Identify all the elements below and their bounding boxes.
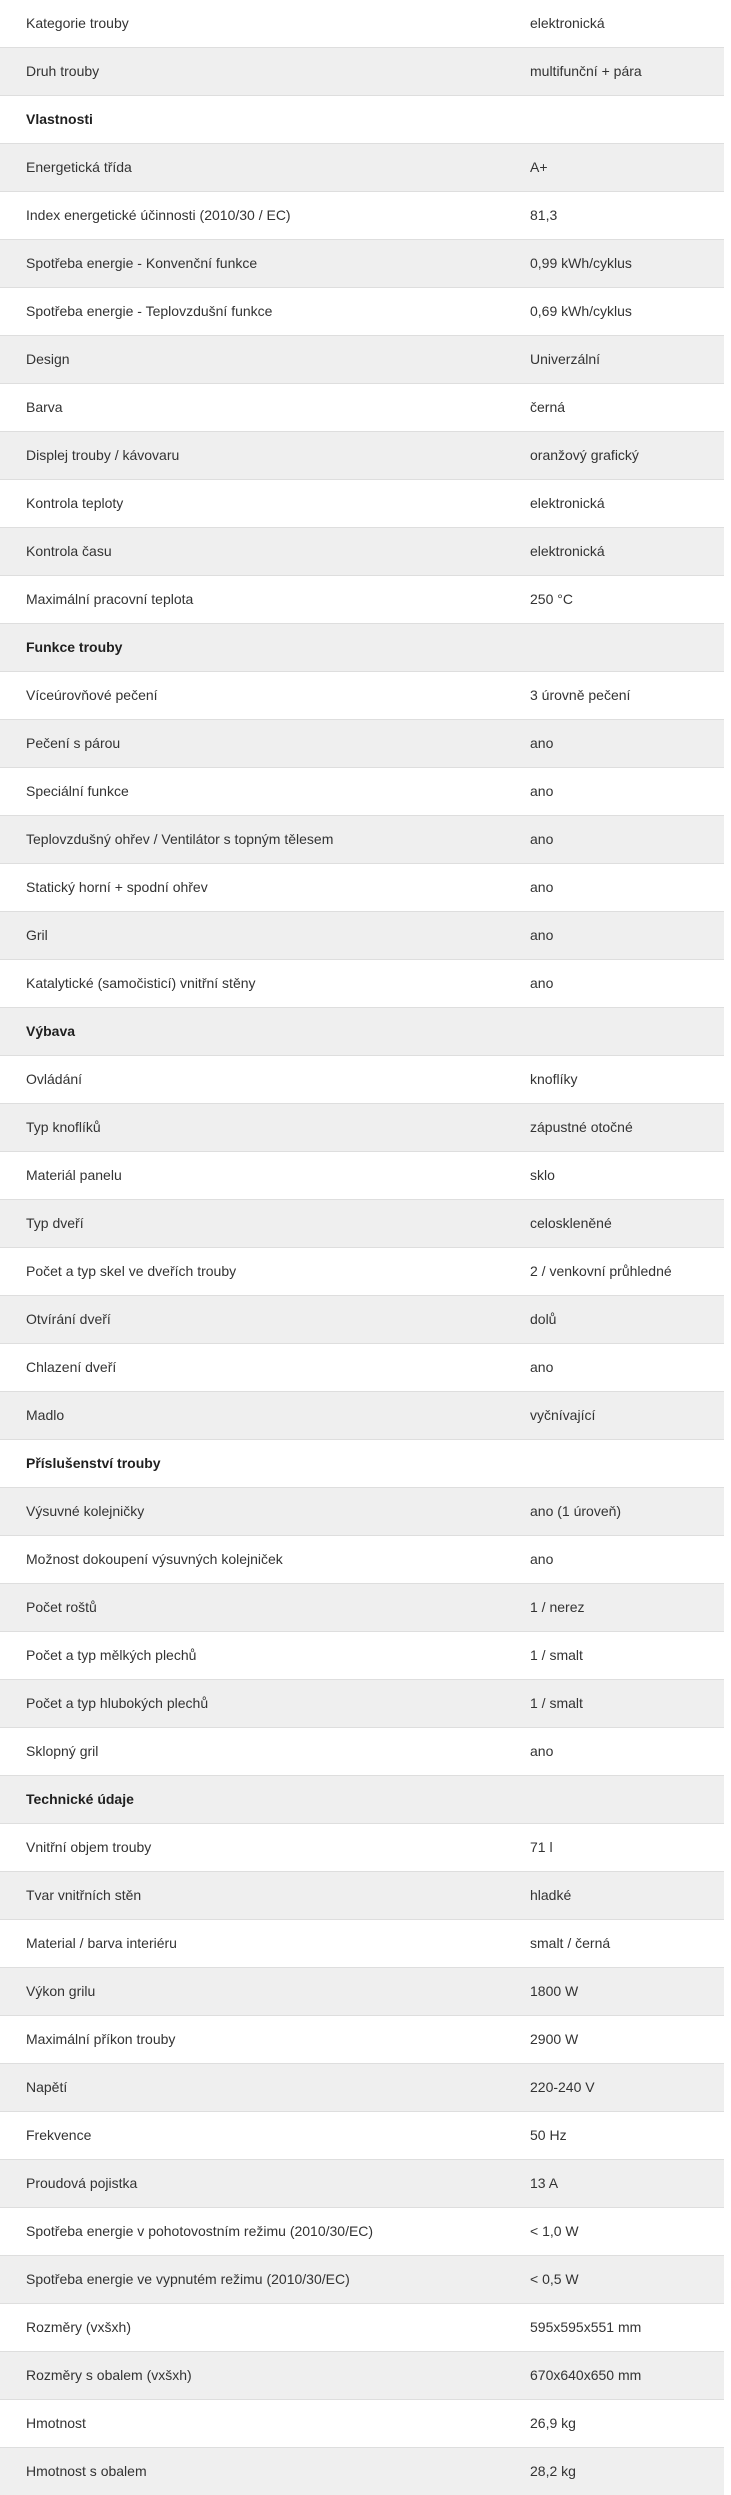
spec-row [0,2160,724,2208]
spec-value: 220-240 V [504,2064,724,2112]
section-header-row [0,1008,724,1056]
spec-label: Typ dveří [0,1200,504,1248]
section-empty-cell [504,624,724,672]
section-title: Příslušenství trouby [0,1440,504,1488]
spec-row [0,2112,724,2160]
spec-row [0,336,724,384]
spec-label: Index energetické účinnosti (2010/30 / EC) [0,192,504,240]
spec-value: černá [504,384,724,432]
spec-row [0,1104,724,1152]
spec-row [0,1248,724,1296]
spec-label: Tvar vnitřních stěn [0,1872,504,1920]
spec-value: vyčnívající [504,1392,724,1440]
spec-row [0,480,724,528]
spec-value: ano [504,768,724,816]
spec-value: ano [504,1344,724,1392]
spec-row [0,528,724,576]
spec-value: 81,3 [504,192,724,240]
spec-label: Počet roštů [0,1584,504,1632]
spec-label: Spotřeba energie v pohotovostním režimu (2010/30/EC) [0,2208,504,2256]
section-header-row [0,1776,724,1824]
spec-value: dolů [504,1296,724,1344]
spec-value: 1 / smalt [504,1680,724,1728]
spec-label: Ovládání [0,1056,504,1104]
spec-row [0,48,724,96]
spec-row [0,1968,724,2016]
spec-row [0,1488,724,1536]
spec-value: celoskleněné [504,1200,724,1248]
spec-row [0,1728,724,1776]
spec-label: Statický horní + spodní ohřev [0,864,504,912]
spec-row [0,1392,724,1440]
section-empty-cell [504,1440,724,1488]
spec-label: Proudová pojistka [0,2160,504,2208]
spec-label: Hmotnost s obalem [0,2448,504,2495]
spec-row [0,1632,724,1680]
spec-row [0,720,724,768]
spec-value: 595x595x551 mm [504,2304,724,2352]
spec-label: Kontrola teploty [0,480,504,528]
spec-label: Spotřeba energie - Teplovzdušní funkce [0,288,504,336]
spec-row [0,192,724,240]
spec-row [0,672,724,720]
spec-label: Rozměry s obalem (vxšxh) [0,2352,504,2400]
spec-label: Displej trouby / kávovaru [0,432,504,480]
spec-row [0,1536,724,1584]
spec-row [0,912,724,960]
spec-value: 28,2 kg [504,2448,724,2495]
spec-value: sklo [504,1152,724,1200]
spec-label: Kategorie trouby [0,0,504,48]
spec-value: 670x640x650 mm [504,2352,724,2400]
spec-label: Počet a typ hlubokých plechů [0,1680,504,1728]
spec-value: ano [504,864,724,912]
spec-value: ano [504,1728,724,1776]
spec-label: Katalytické (samočisticí) vnitřní stěny [0,960,504,1008]
spec-row [0,1920,724,1968]
spec-row [0,1152,724,1200]
spec-label: Víceúrovňové pečení [0,672,504,720]
spec-value: A+ [504,144,724,192]
spec-value: < 1,0 W [504,2208,724,2256]
spec-label: Vnitřní objem trouby [0,1824,504,1872]
spec-label: Výsuvné kolejničky [0,1488,504,1536]
spec-label: Počet a typ mělkých plechů [0,1632,504,1680]
spec-label: Gril [0,912,504,960]
spec-row [0,1584,724,1632]
spec-value: ano [504,816,724,864]
section-title: Technické údaje [0,1776,504,1824]
spec-row [0,1824,724,1872]
spec-label: Chlazení dveří [0,1344,504,1392]
spec-value: 2900 W [504,2016,724,2064]
spec-row [0,768,724,816]
spec-value: ano [504,1536,724,1584]
spec-label: Barva [0,384,504,432]
spec-value: 26,9 kg [504,2400,724,2448]
spec-row [0,384,724,432]
spec-row [0,2352,724,2400]
spec-value: Univerzální [504,336,724,384]
spec-value: elektronická [504,528,724,576]
spec-value: 1 / nerez [504,1584,724,1632]
section-header-row [0,96,724,144]
spec-value: ano (1 úroveň) [504,1488,724,1536]
spec-value: ano [504,912,724,960]
spec-value: 13 A [504,2160,724,2208]
spec-row [0,432,724,480]
spec-row [0,1200,724,1248]
spec-label: Typ knoflíků [0,1104,504,1152]
spec-value: hladké [504,1872,724,1920]
spec-value: smalt / černá [504,1920,724,1968]
spec-label: Spotřeba energie ve vypnutém režimu (2010/30/EC) [0,2256,504,2304]
spec-row [0,1344,724,1392]
spec-label: Teplovzdušný ohřev / Ventilátor s topným tělesem [0,816,504,864]
spec-label: Design [0,336,504,384]
spec-row [0,2016,724,2064]
spec-row [0,1872,724,1920]
spec-label: Energetická třída [0,144,504,192]
spec-value: 71 l [504,1824,724,1872]
spec-row [0,144,724,192]
spec-row [0,1680,724,1728]
spec-value: 3 úrovně pečení [504,672,724,720]
section-title: Výbava [0,1008,504,1056]
spec-row [0,288,724,336]
spec-row [0,2064,724,2112]
spec-row [0,2448,724,2495]
spec-value: 2 / venkovní průhledné [504,1248,724,1296]
spec-row [0,960,724,1008]
spec-label: Otvírání dveří [0,1296,504,1344]
spec-label: Napětí [0,2064,504,2112]
spec-value: 1 / smalt [504,1632,724,1680]
spec-value: 50 Hz [504,2112,724,2160]
spec-row [0,816,724,864]
spec-value: ano [504,720,724,768]
spec-row [0,1056,724,1104]
spec-label: Pečení s párou [0,720,504,768]
spec-row [0,2400,724,2448]
spec-row [0,1296,724,1344]
spec-label: Druh trouby [0,48,504,96]
section-empty-cell [504,1776,724,1824]
spec-row [0,240,724,288]
spec-value: ano [504,960,724,1008]
spec-label: Výkon grilu [0,1968,504,2016]
spec-value: multifunční + pára [504,48,724,96]
spec-row [0,2256,724,2304]
spec-value: elektronická [504,480,724,528]
section-empty-cell [504,96,724,144]
spec-row [0,2208,724,2256]
spec-row [0,864,724,912]
spec-row [0,2304,724,2352]
spec-value: elektronická [504,0,724,48]
spec-value: 0,69 kWh/cyklus [504,288,724,336]
spec-label: Sklopný gril [0,1728,504,1776]
spec-label: Maximální pracovní teplota [0,576,504,624]
spec-value: 250 °C [504,576,724,624]
section-header-row [0,1440,724,1488]
spec-label: Spotřeba energie - Konvenční funkce [0,240,504,288]
spec-label: Kontrola času [0,528,504,576]
spec-label: Počet a typ skel ve dveřích trouby [0,1248,504,1296]
spec-value: < 0,5 W [504,2256,724,2304]
spec-label: Materiál panelu [0,1152,504,1200]
spec-value: knoflíky [504,1056,724,1104]
spec-label: Hmotnost [0,2400,504,2448]
spec-row [0,0,724,48]
spec-label: Material / barva interiéru [0,1920,504,1968]
spec-label: Možnost dokoupení výsuvných kolejniček [0,1536,504,1584]
spec-label: Speciální funkce [0,768,504,816]
section-header-row [0,624,724,672]
spec-label: Madlo [0,1392,504,1440]
spec-value: zápustné otočné [504,1104,724,1152]
section-title: Vlastnosti [0,96,504,144]
spec-value: 0,99 kWh/cyklus [504,240,724,288]
section-title: Funkce trouby [0,624,504,672]
spec-value: 1800 W [504,1968,724,2016]
spec-row [0,576,724,624]
section-empty-cell [504,1008,724,1056]
spec-label: Rozměry (vxšxh) [0,2304,504,2352]
spec-label: Maximální příkon trouby [0,2016,504,2064]
spec-label: Frekvence [0,2112,504,2160]
spec-value: oranžový grafický [504,432,724,480]
